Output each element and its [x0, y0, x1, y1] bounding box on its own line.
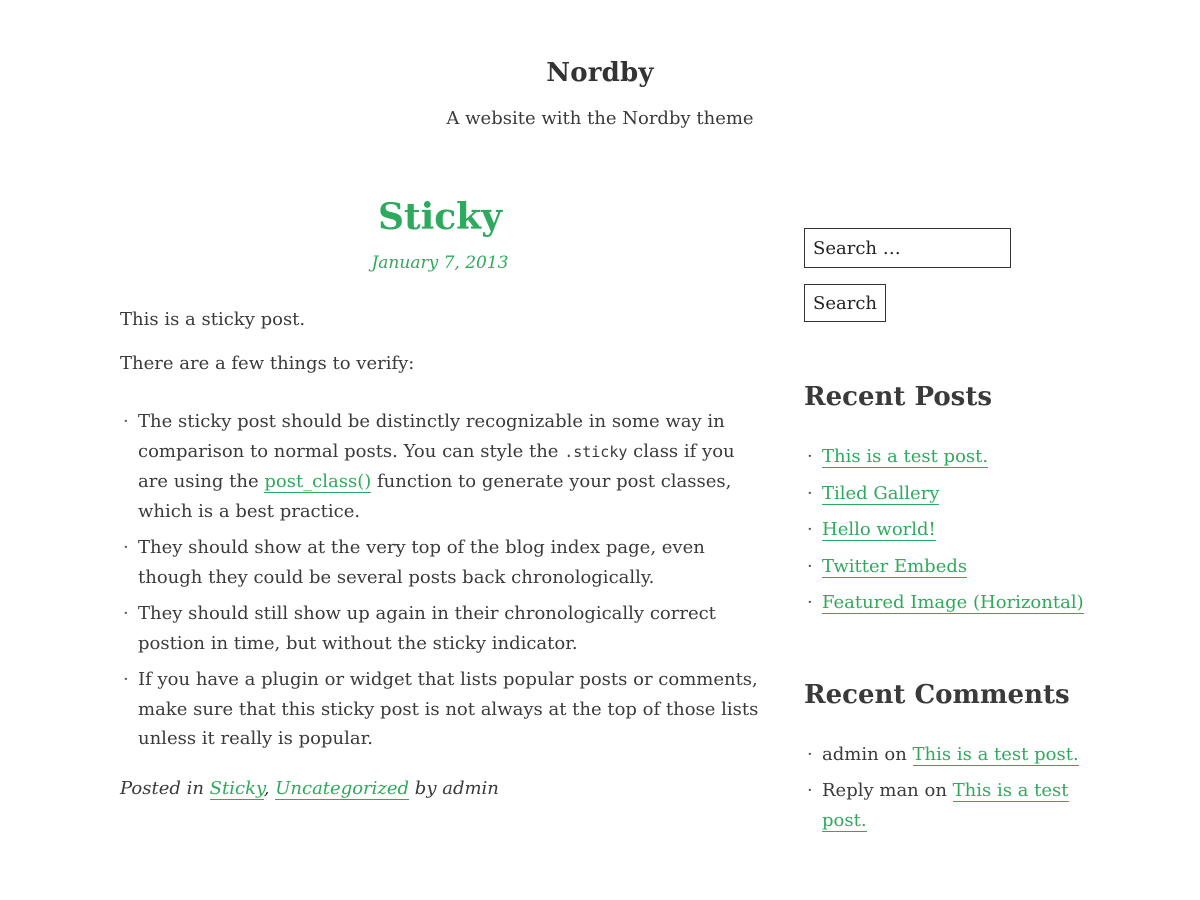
list-item	[804, 588, 1094, 618]
list-item-text: function to generate your post classes, which is a best practice.	[138, 471, 732, 522]
post-paragraph: This is a sticky post.	[120, 309, 306, 331]
site-title[interactable]: Nordby	[546, 58, 654, 88]
post-article	[120, 196, 760, 799]
main-content	[120, 196, 760, 799]
recent-post-link[interactable]: Tiled Gallery	[822, 482, 940, 504]
recent-post-link[interactable]: Twitter Embeds	[822, 555, 968, 577]
posted-in-label: Posted in	[120, 777, 210, 799]
recent-comments-list	[804, 740, 1094, 836]
list-item	[804, 740, 1094, 770]
recent-post-link[interactable]: This is a test post.	[822, 446, 989, 467]
list-item: · If you have a plugin or widget that lists popular posts or comments, make sure that this sticky post is not always at the top of those lists unless it really is popular.	[120, 665, 760, 754]
search-form	[804, 228, 1094, 322]
list-item-text: class if you are using the	[138, 440, 735, 493]
sidebar	[804, 228, 1094, 842]
search-button[interactable]: Search	[804, 284, 886, 322]
post-title[interactable]: Sticky	[377, 196, 503, 238]
post-list	[120, 407, 760, 754]
comment-author: admin	[822, 743, 879, 765]
comment-post-link[interactable]: This is a test post.	[822, 780, 1069, 831]
list-item: · They should still show up again in their chronologically correct postion in time, but without the sticky indicator.	[120, 599, 760, 658]
search-input[interactable]	[804, 228, 1011, 268]
site-header	[0, 0, 1200, 129]
comment-author: Reply man	[822, 780, 919, 801]
list-item	[804, 515, 1094, 545]
comment-on-label: on	[918, 780, 953, 801]
comment-on-label: on	[878, 743, 913, 765]
post-class-link[interactable]: post_class()	[264, 471, 372, 493]
comment-post-link[interactable]: This is a test post.	[912, 743, 1079, 765]
recent-post-link[interactable]: Featured Image (Horizontal)	[822, 592, 1084, 613]
category-link-uncategorized[interactable]: Uncategorized	[275, 777, 410, 799]
list-item	[804, 552, 1094, 582]
list-item	[804, 479, 1094, 509]
post-date[interactable]: January 7, 2013	[371, 253, 509, 274]
site-tagline: A website with the Nordby theme	[446, 108, 754, 129]
recent-posts-list	[804, 442, 1094, 618]
list-item	[120, 407, 760, 526]
list-item	[804, 776, 1094, 835]
inline-code: .sticky	[564, 442, 628, 461]
recent-posts-title: Recent Posts	[804, 382, 992, 412]
list-item	[804, 442, 1094, 472]
post-content	[120, 305, 760, 754]
recent-post-link[interactable]: Hello world!	[822, 519, 936, 540]
recent-comments-title: Recent Comments	[804, 679, 1070, 710]
post-paragraph: There are a few things to verify:	[120, 353, 415, 375]
post-author: by admin	[409, 777, 499, 799]
category-separator: ,	[263, 777, 270, 799]
recent-comments-widget	[804, 680, 1094, 836]
list-item-text: The sticky post should be distinctly recognizable in some way in comparison to normal posts. You can style the	[138, 411, 725, 462]
category-link-sticky[interactable]: Sticky	[209, 777, 264, 799]
recent-posts-widget	[804, 382, 1094, 618]
list-item: · They should show at the very top of the blog index page, even though they could be several posts back chronologically.	[120, 533, 760, 592]
post-footer	[120, 778, 760, 799]
